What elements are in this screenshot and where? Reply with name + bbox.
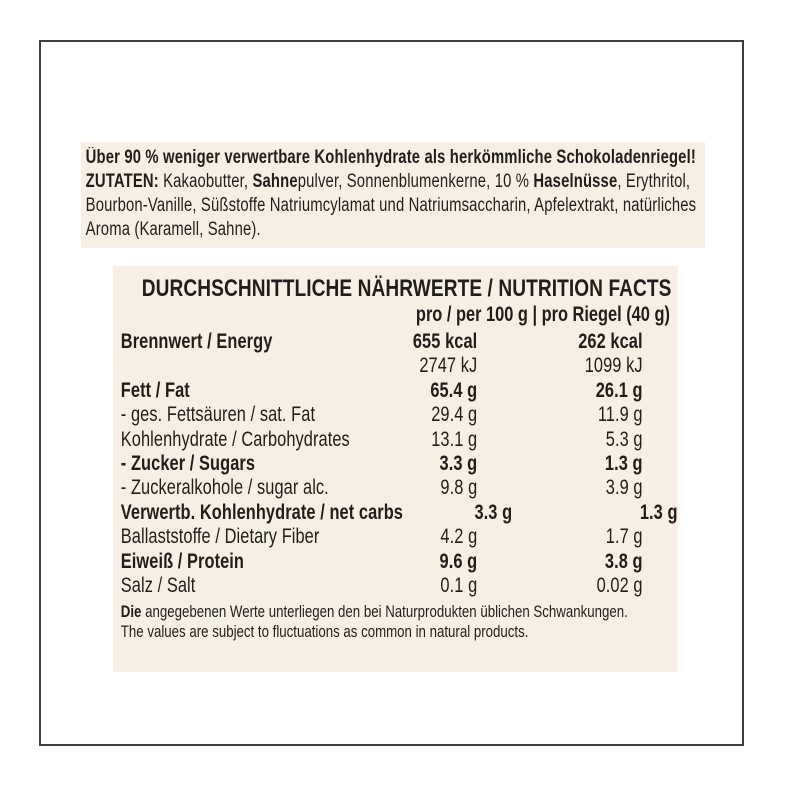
nutrition-columns-header: pro / per 100 g | pro Riegel (40 g) [415, 303, 670, 326]
value-per-bar-40g: 262 kcal [578, 330, 643, 353]
value-per-bar-40g: 11.9 g [597, 403, 643, 427]
value-per-100g: 0.1 g [440, 574, 478, 598]
nutrition-row [113, 452, 678, 476]
value-per-100g: 9.8 g [440, 476, 478, 500]
nutrition-row [113, 550, 678, 574]
nutrition-row [113, 476, 678, 500]
nutrient-label: Salz / Salt [120, 574, 196, 598]
nutrition-title: DURCHSCHNITTLICHE NÄHRWERTE / NUTRITION FACTS [141, 275, 672, 302]
nutrient-label: Verwertb. Kohlenhydrate / net carbs [120, 500, 403, 524]
nutrition-row [113, 574, 678, 598]
value-per-bar-40g: 5.3 g [605, 427, 643, 451]
value-per-bar-40g: 26.1 g [595, 378, 643, 402]
nutrition-row [113, 379, 678, 403]
ingredient-segment: , Erythritol, Bourbon-Vanille, Süßstoffe Natriumcylamat und Natriumsaccharin, Apfelextrakt, natürliches Aroma (Karamell, Sahne). [85, 171, 697, 240]
nutrition-row [113, 501, 678, 525]
value-per-bar-40g: 1.3 g [604, 452, 643, 476]
claim-ingredients-content [81, 142, 705, 246]
value-per-bar-40g: 1099 kJ [584, 354, 643, 378]
nutrition-row [113, 403, 678, 427]
value-per-bar-40g: 3.9 g [605, 476, 643, 500]
nutrition-facts-panel [113, 266, 678, 672]
disclaimer-de [121, 602, 669, 622]
value-per-bar-40g: 1.7 g [605, 525, 643, 549]
nutrition-row [113, 354, 678, 378]
ingredient-segment: ZUTATEN: [85, 171, 159, 192]
ingredients-text [86, 170, 699, 242]
ingredient-segment: Sahne [252, 171, 298, 192]
disclaimer-en: The values are subject to fluctuations as common in natural products. [120, 621, 529, 641]
nutrient-label: Fett / Fat [120, 378, 190, 402]
nutrition-row [113, 525, 678, 549]
value-per-bar-40g: 1.3 g [639, 500, 678, 524]
value-per-100g: 3.3 g [474, 500, 513, 524]
value-per-100g: 13.1 g [431, 427, 478, 451]
ingredient-segment: pulver, Sonnenblumenkerne, 10 % [297, 171, 534, 192]
value-per-100g: 3.3 g [439, 452, 478, 476]
nutrient-label: - Zucker / Sugars [120, 452, 256, 476]
disclaimer-de-segment: angegebenen Werte unterliegen den bei Naturprodukten üblichen Schwankungen. [141, 602, 628, 622]
carb-claim-headline: Über 90 % weniger verwertbare Kohlenhydrate als herkömmliche Schokoladenriegel! [85, 147, 696, 168]
value-per-100g: 65.4 g [430, 378, 478, 402]
ingredient-segment: Kakaobutter, [158, 171, 253, 192]
value-per-bar-40g: 3.8 g [604, 549, 643, 573]
value-per-bar-40g: 0.02 g [596, 574, 643, 598]
nutrient-label [121, 354, 368, 378]
nutrient-label: Kohlenhydrate / Carbohydrates [120, 427, 350, 451]
disclaimer-de-segment: Die [120, 602, 142, 622]
claim-ingredients-panel [81, 142, 705, 248]
value-per-100g: 29.4 g [431, 403, 478, 427]
nutrient-label: Brennwert / Energy [120, 330, 273, 353]
nutrition-facts-content [113, 266, 678, 641]
nutrient-label: Eiweiß / Protein [120, 549, 245, 573]
value-per-100g: 2747 kJ [419, 354, 478, 378]
nutrient-label: Ballaststoffe / Dietary Fiber [120, 525, 320, 549]
nutrient-label: - ges. Fettsäuren / sat. Fat [120, 403, 316, 427]
ingredient-segment: Haselnüsse [533, 171, 618, 192]
value-per-100g: 655 kcal [412, 330, 478, 353]
value-per-100g: 9.6 g [439, 549, 478, 573]
nutrition-table [113, 330, 678, 598]
nutrition-row [113, 330, 678, 354]
value-per-100g: 4.2 g [440, 525, 478, 549]
disclaimer [113, 598, 678, 641]
nutrient-label: - Zuckeralkohole / sugar alc. [120, 476, 329, 500]
nutrition-row [113, 428, 678, 452]
